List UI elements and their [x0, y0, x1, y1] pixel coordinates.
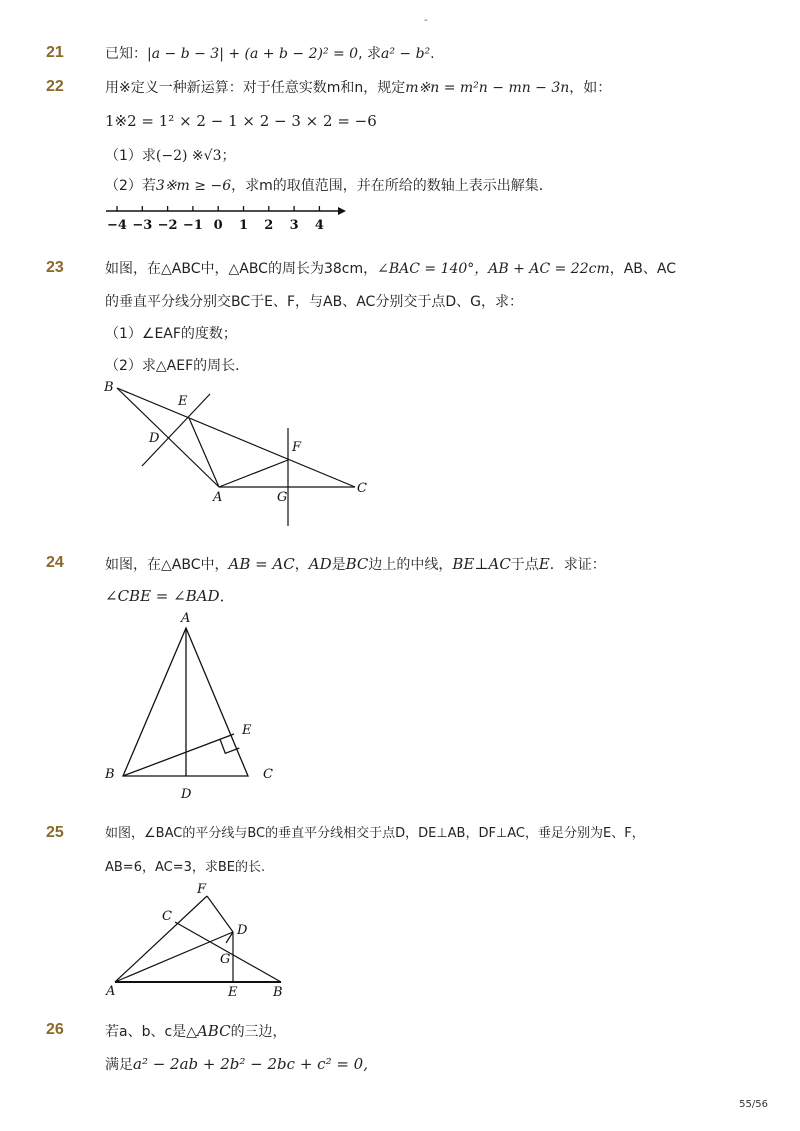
q22-part2-text-b: ，求m的取值范围，并在所给的数轴上表示出解集．	[231, 178, 553, 194]
q24-math-be-perp: BE⊥AC	[452, 555, 511, 573]
q23-line1-math: ∠BAC = 140°，AB + AC = 22cm	[377, 261, 610, 277]
label-D: D	[181, 787, 192, 802]
label-B: B	[104, 380, 114, 395]
q22-line1-text-a: 用※定义一种新运算：对于任意实数m和n，规定	[105, 80, 406, 96]
q22-definition: m※n = m²n − mn − 3n	[405, 80, 570, 96]
number-line-tick-label: −1	[182, 218, 203, 233]
q22-part1-text-a: （1）求	[105, 148, 156, 164]
q22-part2	[105, 176, 553, 196]
label-E: E	[228, 985, 238, 1000]
segment-ba	[117, 388, 219, 487]
question-number-26: 26	[46, 1021, 64, 1038]
q23-figure	[100, 378, 380, 528]
q21-text-prefix: 已知：	[105, 46, 147, 62]
number-line-arrow	[338, 207, 346, 215]
question-number-21: 21	[46, 44, 64, 61]
q26-text-c: 满足	[105, 1057, 133, 1073]
perp-bisector-ab	[142, 394, 210, 466]
q21-text-mid: , 求	[358, 46, 381, 62]
number-line-tick-label: 2	[264, 218, 274, 233]
q24-math-e: E	[538, 555, 550, 573]
q21-expression: a² − b²	[381, 46, 431, 62]
q22-part1-text-b: ；	[221, 148, 236, 164]
question-number-23: 23	[46, 259, 64, 276]
label-F: F	[292, 440, 302, 455]
label-A: A	[106, 984, 116, 999]
bisector-ad	[115, 932, 233, 982]
q24-figure	[100, 608, 290, 803]
q26-text-a: 若a、b、c是△	[105, 1024, 197, 1040]
q23-line1	[105, 259, 676, 279]
q23-line1-text-a: 如图，在△ABC中，△ABC的周长为38cm，	[105, 261, 378, 277]
page-number: 55/56	[739, 1099, 768, 1110]
q22-part2-math: 3※m ≥ −6	[155, 178, 232, 194]
q25-figure	[100, 880, 300, 1000]
q23-part1: （1）∠EAF的度数；	[105, 326, 237, 342]
q23-part2: （2）求△AEF的周长．	[105, 358, 250, 374]
number-line-tick-label: 3	[289, 218, 299, 233]
q26-line2	[105, 1054, 368, 1075]
number-line-tick-label: −2	[157, 218, 178, 233]
label-D: D	[237, 923, 248, 938]
q24-text-a: 如图，在△ABC中，	[105, 557, 229, 573]
q22-line1-text-b: ，如：	[569, 80, 612, 96]
q26-text-b: 的三边，	[230, 1024, 287, 1040]
q24-line2-end: ．	[219, 587, 235, 605]
q22-part1-math: (−2) ※√3	[155, 148, 222, 164]
label-D: D	[149, 431, 160, 446]
q21-statement	[105, 44, 435, 64]
q24-text-f: ．求证：	[549, 557, 606, 573]
label-F: F	[197, 882, 207, 897]
q24-text-e: 于点	[510, 557, 539, 573]
q23-line1-text-b: ，AB、AC	[609, 261, 677, 277]
q24-math-bc: BC	[345, 555, 369, 573]
label-A: A	[213, 490, 223, 505]
segment-af	[219, 460, 288, 487]
number-line-tick-label: −3	[132, 218, 153, 233]
altitude-be	[123, 734, 234, 776]
q24-math-ab-ac: AB = AC	[228, 555, 295, 573]
q25-line2: AB=6，AC=3，求BE的长.	[105, 860, 266, 875]
q26-condition: a² − 2ab + 2b² − 2bc + c² = 0,	[133, 1055, 368, 1073]
q24-proof-goal: ∠CBE = ∠BAD	[105, 587, 220, 605]
q24-line2	[105, 586, 235, 606]
label-C: C	[357, 481, 367, 496]
label-B: B	[273, 985, 283, 1000]
label-C: C	[263, 767, 273, 782]
q24-line1	[105, 554, 606, 575]
label-A: A	[181, 611, 191, 626]
q26-triangle-name: ABC	[196, 1022, 231, 1040]
q24-text-c: 是	[331, 557, 346, 573]
q21-equation: |a − b − 3| + (a + b − 2)² = 0	[147, 46, 359, 62]
label-E: E	[242, 723, 252, 738]
header-mark: -	[424, 15, 428, 26]
q24-text-d: 边上的中线，	[368, 557, 453, 573]
q25-line1: 如图，∠BAC的平分线与BC的垂直平分线相交于点D，DE⊥AB，DF⊥AC，垂足分别为E、F，	[105, 826, 645, 841]
q23-line2: 的垂直平分线分别交BC于E、F，与AB、AC分别交于点D、G，求：	[105, 294, 523, 310]
label-B: B	[105, 767, 115, 782]
label-E: E	[178, 394, 188, 409]
number-line	[100, 198, 350, 238]
q26-line1	[105, 1021, 287, 1042]
label-G: G	[220, 952, 231, 967]
segment-af	[115, 896, 207, 982]
question-number-22: 22	[46, 78, 64, 95]
number-line-tick-label: 4	[314, 218, 324, 233]
q21-text-end: .	[430, 46, 435, 62]
q22-part1	[105, 146, 236, 166]
q22-example: 1※2 = 1² × 2 − 1 × 2 − 3 × 2 = −6	[105, 112, 377, 130]
number-line-tick-label: −4	[107, 218, 127, 233]
label-G: G	[277, 490, 288, 505]
question-number-24: 24	[46, 554, 64, 571]
right-angle-mark	[220, 739, 239, 753]
q22-part2-text-a: （2）若	[105, 178, 156, 194]
question-number-25: 25	[46, 824, 64, 841]
segment-fd	[207, 896, 233, 932]
number-line-tick-label: 0	[213, 218, 223, 233]
q22-line1	[105, 78, 611, 98]
number-line-tick-label: 1	[238, 218, 249, 233]
q24-math-ad: AD	[308, 555, 332, 573]
label-C: C	[162, 909, 172, 924]
q24-text-b: ，	[294, 557, 309, 573]
q22-line2	[105, 111, 377, 131]
